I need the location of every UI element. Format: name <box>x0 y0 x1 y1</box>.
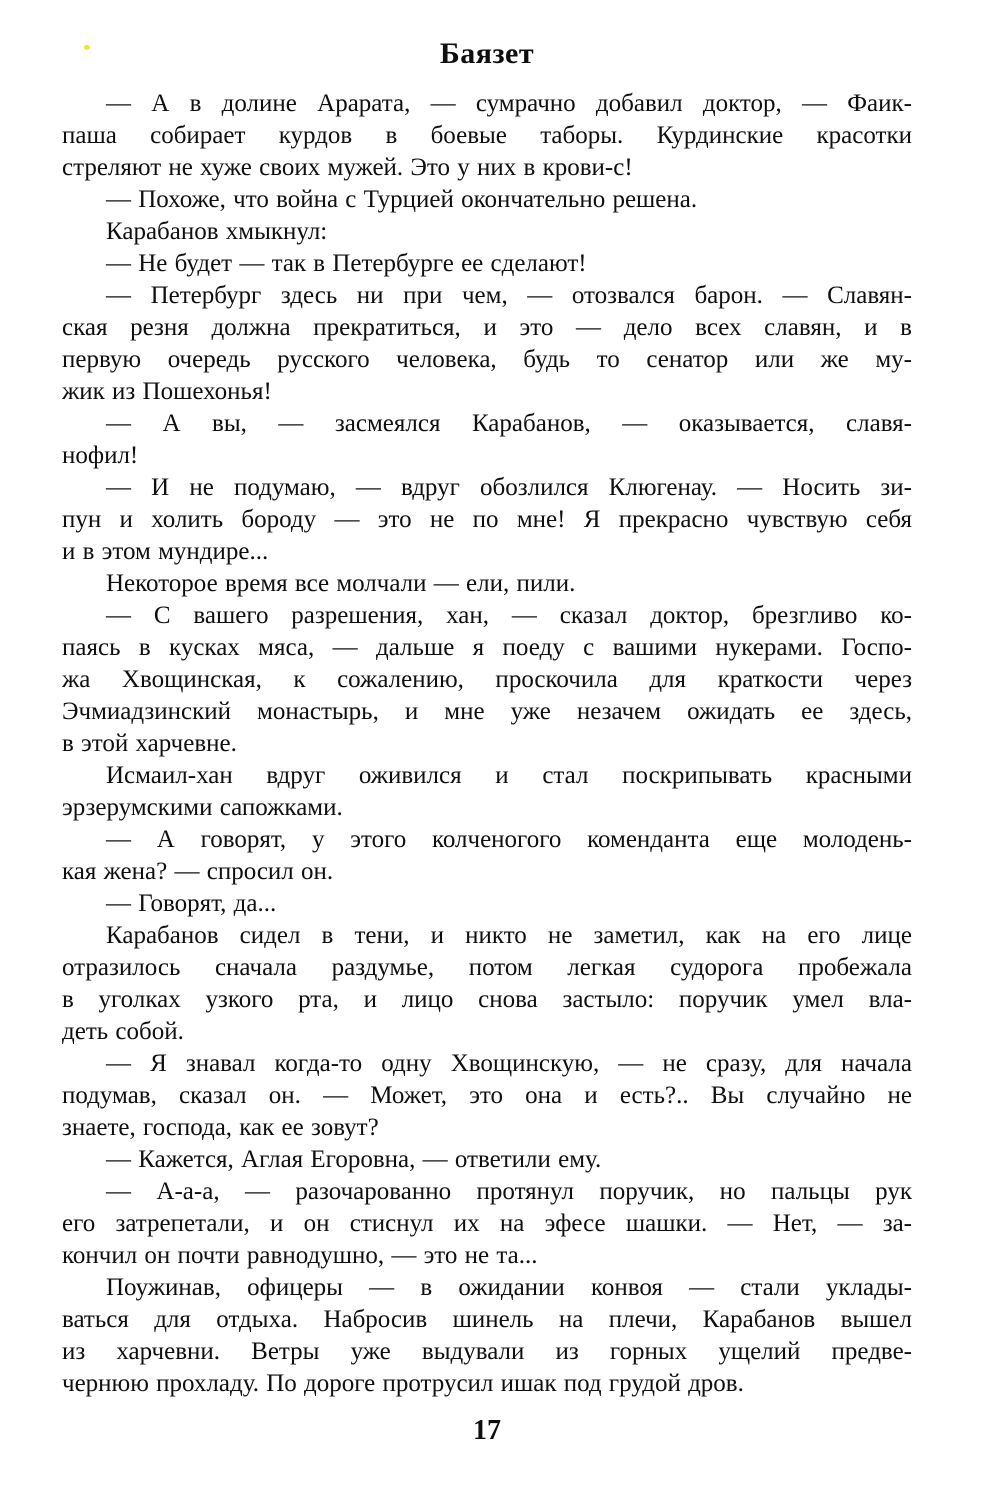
text-line: — Кажется, Аглая Егоровна, — ответили ему. <box>106 1146 602 1173</box>
text-line: — Я знавал когда-то одну Хвощинскую, — не сразу, для начала <box>106 1050 912 1077</box>
text-line: эрзерумскими сапожками. <box>62 794 343 821</box>
text-line: Карабанов сидел в тени, и никто не заметил, как на его лице <box>106 922 912 949</box>
text-line: подумав, сказал он. — Может, это она и есть?.. Вы случайно не <box>62 1082 912 1109</box>
paragraph <box>62 600 912 760</box>
text-line: в уголках узкого рта, и лицо снова застыло: поручик умел вла- <box>62 986 912 1013</box>
text-line: Исмаил-хан вдруг оживился и стал поскрипывать красными <box>106 762 912 789</box>
text-line: стреляют не хуже своих мужей. Это у них в крови-с! <box>62 154 633 181</box>
text-line: Некоторое время все молчали — ели, пили. <box>106 570 576 597</box>
text-line: нофил! <box>62 442 139 469</box>
paragraph <box>62 888 912 920</box>
paragraph <box>62 1048 912 1144</box>
text-line: ская резня должна прекратиться, и это — дело всех славян, и в <box>62 314 912 341</box>
text-line: первую очередь русского человека, будь то сенатор или же му- <box>62 346 912 373</box>
text-line: в этой харчевне. <box>62 730 237 757</box>
paragraph <box>62 1176 912 1272</box>
text-line: — Не будет — так в Петербурге ее сделают! <box>106 250 587 277</box>
paragraph <box>62 472 912 568</box>
text-line: — Похоже, что война с Турцией окончательно решена. <box>106 186 698 213</box>
text-line: жик из Пошехонья! <box>62 378 272 405</box>
text-line: — А вы, — засмеялся Карабанов, — оказывается, славя- <box>106 410 912 437</box>
paragraph <box>62 760 912 824</box>
text-line: — А в долине Арарата, — сумрачно добавил доктор, — Фаик- <box>106 90 912 117</box>
text-line: — А говорят, у этого колченогого коменданта еще молодень- <box>106 826 912 853</box>
body-text <box>62 88 912 1400</box>
text-line: и в этом мундире... <box>62 538 269 565</box>
paragraph <box>62 280 912 408</box>
text-line: кая жена? — спросил он. <box>62 858 334 885</box>
text-line: его затрепетали, и он стиснул их на эфесе шашки. — Нет, — за- <box>62 1210 912 1237</box>
paragraph <box>62 216 912 248</box>
paragraph <box>62 824 912 888</box>
running-title: Баязет <box>439 37 535 70</box>
text-line: паясь в кусках мяса, — дальше я поеду с вашими нукерами. Госпо- <box>62 634 912 661</box>
paragraph <box>62 920 912 1048</box>
text-line: Эчмиадзинский монастырь, и мне уже незачем ожидать ее здесь, <box>62 698 912 725</box>
paragraph <box>62 1272 912 1400</box>
text-line: — И не подумаю, — вдруг обозлился Клюгенау. — Носить зи- <box>106 474 912 501</box>
text-line: отразилось сначала раздумье, потом легкая судорога пробежала <box>62 954 912 981</box>
text-line: из харчевни. Ветры уже выдували из горных ущелий предве- <box>62 1338 912 1365</box>
text-line: ваться для отдыха. Набросив шинель на плечи, Карабанов вышел <box>62 1306 912 1333</box>
paragraph <box>62 568 912 600</box>
paragraph <box>62 184 912 216</box>
page-number: 17 <box>473 1415 501 1446</box>
text-line: жа Хвощинская, к сожалению, проскочила для краткости через <box>62 666 912 693</box>
paragraph <box>62 248 912 280</box>
text-line: пун и холить бороду — это не по мне! Я прекрасно чувствую себя <box>62 506 912 533</box>
text-line: Поужинав, офицеры — в ожидании конвоя — стали уклады- <box>106 1274 912 1301</box>
text-line: — Петербург здесь ни при чем, — отозвался барон. — Славян- <box>106 282 912 309</box>
text-line: деть собой. <box>62 1018 184 1045</box>
text-line: — Говорят, да... <box>106 890 277 917</box>
paragraph <box>62 408 912 472</box>
text-line: знаете, господа, как ее зовут? <box>62 1114 379 1141</box>
text-line: паша собирает курдов в боевые таборы. Курдинские красотки <box>62 122 912 149</box>
text-line: кончил он почти равнодушно, — это не та... <box>62 1242 538 1269</box>
text-line: Карабанов хмыкнул: <box>106 218 328 245</box>
text-line: — С вашего разрешения, хан, — сказал доктор, брезгливо ко- <box>106 602 912 629</box>
text-line: чернюю прохладу. По дороге протрусил ишак под грудой дров. <box>62 1370 744 1397</box>
paragraph <box>62 88 912 184</box>
paragraph <box>62 1144 912 1176</box>
text-line: — А-а-а, — разочарованно протянул поручик, но пальцы рук <box>106 1178 912 1205</box>
